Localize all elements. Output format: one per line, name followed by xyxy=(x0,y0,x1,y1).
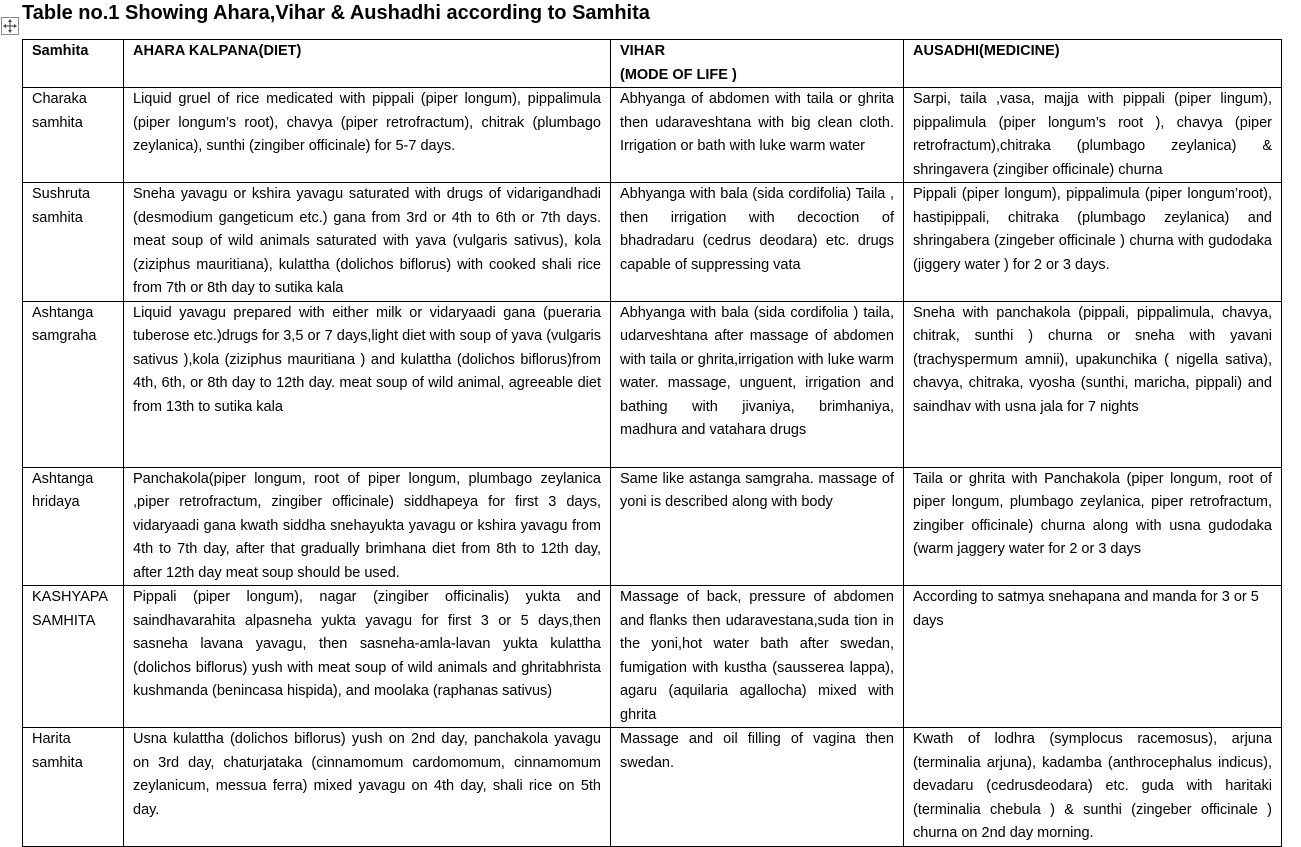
cell-samhita: Sushruta samhita xyxy=(23,183,124,302)
cell-medicine: According to satmya snehapana and manda for 3 or 5 days xyxy=(904,586,1282,728)
header-row xyxy=(23,40,1282,88)
cell-diet: Usna kulattha (dolichos biflorus) yush on 2nd day, panchakola yavagu on 3rd day, chaturjataka (cinnamomum cardomomum, cinnamomum zeylanicum, messua ferra) mixed yavagu on 4th day, shali rice on 5th day. xyxy=(124,728,611,847)
cell-medicine: Taila or ghrita with Panchakola (piper longum, root of piper longum, plumbago zeylanica, piper retrofractum, zingiber officinale) churna along with usna gudodaka (warm jaggery water for 2 or 3 days xyxy=(904,467,1282,586)
cell-medicine: Sneha with panchakola (pippali, pippalimula, chavya, chitrak, sunthi ) churna or sneha with yavani (trachyspermum amnii), upakunchika ( nigella sativa), chavya, chitraka, vyosha (sunthi, maricha, pippali) and saindhav with usna jala for 7 nights xyxy=(904,301,1282,467)
cell-vihar: Same like astanga samgraha. massage of yoni is described along with body xyxy=(611,467,904,586)
table-row xyxy=(23,586,1282,728)
cell-vihar: Massage and oil filling of vagina then swedan. xyxy=(611,728,904,847)
cell-vihar: Abhyanga with bala (sida cordifolia ) taila, udarveshtana after massage of abdomen with taila or ghrita,irrigation with luke warm water. massage, unguent, irrigation and bathing with jivaniya, brimhaniya, madhura and vatahara drugs xyxy=(611,301,904,467)
cell-diet: Panchakola(piper longum, root of piper longum, plumbago zeylanica ,piper retrofractum, zingiber officinale) siddhapeya for first 3 days, vidaryaadi gana kwath siddha snehayukta yavagu or kshira yavagu from 4th to 7th day, after that gradually brimhana diet from 8th to 12th day, after 12th day meat soup should be used. xyxy=(124,467,611,586)
cell-samhita: Charaka samhita xyxy=(23,88,124,183)
cell-vihar: Massage of back, pressure of abdomen and flanks then udaravestana,suda tion in the yoni,hot water bath after swedan, fumigation with kustha (sausserea lappa), agaru (aquilaria agallocha) mixed with ghrita xyxy=(611,586,904,728)
cell-medicine: Sarpi, taila ,vasa, majja with pippali (piper lingum), pippalimula (piper longum’s root ), chavya (piper retrofractum),chitraka (plumbago zeylanica) & shringavera (zingiber officinale) churna xyxy=(904,88,1282,183)
header-medicine: AUSADHI(MEDICINE) xyxy=(904,40,1282,88)
table-row xyxy=(23,183,1282,302)
cell-diet: Liquid yavagu prepared with either milk or vidaryaadi gana (pueraria tuberose etc.)drugs for 3,5 or 7 days,light diet with soup of yava (vulgaris sativus ),kola (ziziphus mauritiana ) and kulattha (dolichos biflorus)from 4th, 6th, or 8th day to 12th day. meat soup of wild animal, agreeable diet from 13th to sutika kala xyxy=(124,301,611,467)
cell-samhita: Ashtanga samgraha xyxy=(23,301,124,467)
header-samhita: Samhita xyxy=(23,40,124,88)
header-diet: AHARA KALPANA(DIET) xyxy=(124,40,611,88)
cell-vihar: Abhyanga with bala (sida cordifolia) Taila , then irrigation with decoction of bhadradaru (cedrus deodara) etc. drugs capable of suppressing vata xyxy=(611,183,904,302)
table-row xyxy=(23,301,1282,467)
cell-medicine: Kwath of lodhra (symplocus racemosus), arjuna (terminalia arjuna), kadamba (anthrocephalus indicus), devadaru (cedrusdeodara) etc. guda with haritaki (terminalia chebula ) & sunthi (zingeber officinale ) churna on 2nd day morning. xyxy=(904,728,1282,847)
header-vihar: VIHAR (MODE OF LIFE ) xyxy=(611,40,904,88)
cell-diet: Pippali (piper longum), nagar (zingiber officinalis) yukta and saindhavarahita alpasneha yukta yavagu for first 3 or 5 days,then sasneha lavana yavagu, then sasneha-amla-lavan yukta kulattha (dolichos biflorus) yush with meat soup of wild animals and ghritabhrista kushmanda (benincasa hispida), and moolaka (raphanas sativus) xyxy=(124,586,611,728)
table-row xyxy=(23,728,1282,847)
table-row xyxy=(23,88,1282,183)
table-move-handle[interactable] xyxy=(1,17,19,35)
table-row xyxy=(23,467,1282,586)
samhita-table xyxy=(22,39,1282,847)
move-arrows-icon xyxy=(3,19,17,33)
cell-diet: Liquid gruel of rice medicated with pippali (piper longum), pippalimula (piper longum’s root), chavya (piper retrofractum), chitrak (plumbago zeylanica), sunthi (zingiber officinale) for 5-7 days. xyxy=(124,88,611,183)
table-caption: Table no.1 Showing Ahara,Vihar & Aushadhi according to Samhita xyxy=(22,2,650,24)
cell-diet: Sneha yavagu or kshira yavagu saturated with drugs of vidarigandhadi (desmodium gangeticum etc.) gana from 3rd or 4th to 6th or 7th days. meat soup of wild animals saturated with yava (vulgaris sativus), kola (ziziphus mauritiana), kulattha (dolichos biflorus) with cooked shali rice from 7th or 8th day to sutika kala xyxy=(124,183,611,302)
cell-samhita: KASHYAPA SAMHITA xyxy=(23,586,124,728)
cell-medicine: Pippali (piper longum), pippalimula (piper longum’root), hastipippali, chitraka (plumbago zeylanica) and shringabera (zingeber officinale ) churna with gudodaka (jiggery water ) for 2 or 3 days. xyxy=(904,183,1282,302)
cell-samhita: Harita samhita xyxy=(23,728,124,847)
cell-samhita: Ashtanga hridaya xyxy=(23,467,124,586)
cell-vihar: Abhyanga of abdomen with taila or ghrita then udaraveshtana with big clean cloth. Irrigation or bath with luke warm water xyxy=(611,88,904,183)
